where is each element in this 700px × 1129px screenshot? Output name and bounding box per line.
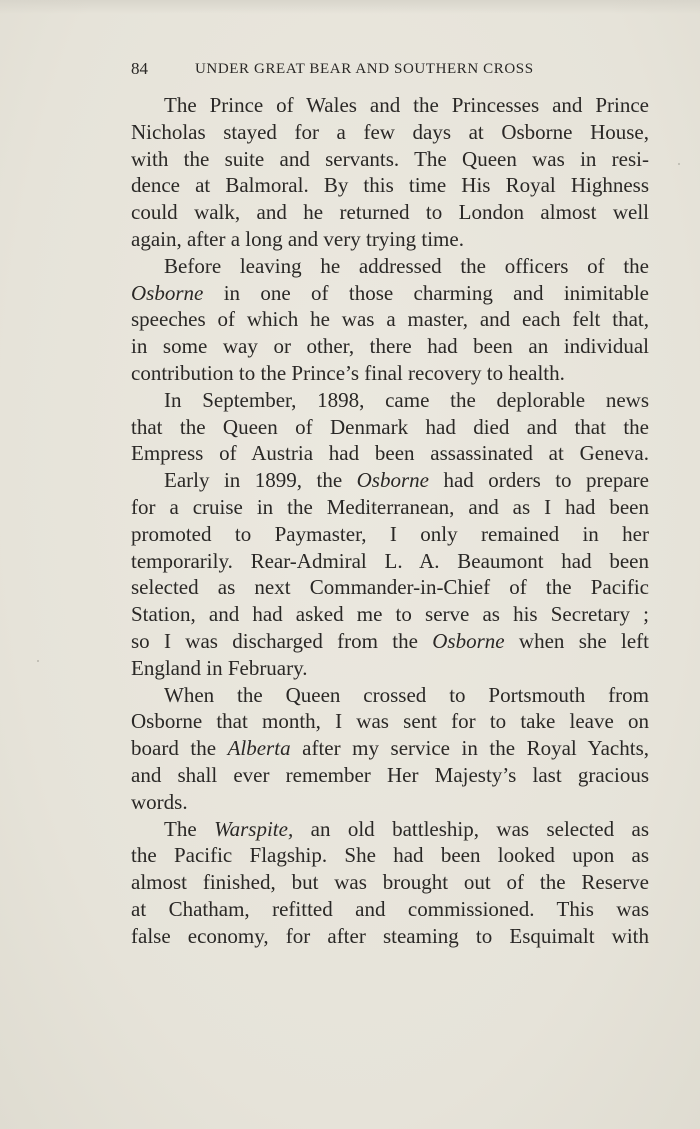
- text-line: false economy, for after steaming to Esquimalt with: [131, 923, 649, 948]
- page-number: 84: [131, 59, 148, 78]
- text-line: Empress of Austria had been assassinated at Geneva.: [131, 441, 649, 466]
- paper-speck: [37, 660, 39, 662]
- text-line: Before leaving he addressed the officers of the: [164, 253, 649, 278]
- text-line: The Prince of Wales and the Princesses and Prince: [164, 93, 649, 117]
- text-line: so I was discharged from the Osborne when she left: [131, 628, 649, 653]
- text-line: almost finished, but was brought out of the Reserve: [131, 870, 649, 895]
- text-line: with the suite and servants. The Queen was in resi-: [131, 146, 649, 171]
- text-line: the Pacific Flagship. She had been looked upon as: [131, 843, 649, 868]
- text-line: speeches of which he was a master, and each felt that,: [131, 307, 649, 332]
- text-line: in some way or other, there had been an individual: [131, 334, 649, 359]
- text-line: Station, and had asked me to serve as his Secretary ;: [131, 602, 649, 627]
- text-line: When the Queen crossed to Portsmouth from: [164, 682, 649, 707]
- text-line: board the Alberta after my service in the Royal Yachts,: [131, 736, 649, 761]
- text-line: at Chatham, refitted and commissioned. This was: [131, 896, 649, 921]
- text-line: The Warspite, an old battleship, was selected as: [164, 816, 649, 841]
- text-line: could walk, and he returned to London almost well: [131, 200, 649, 225]
- text-line: dence at Balmoral. By this time His Royal Highness: [131, 173, 649, 198]
- text-line: In September, 1898, came the deplorable news: [164, 387, 649, 412]
- text-line: again, after a long and very trying time.: [131, 226, 464, 251]
- running-title: UNDER GREAT BEAR AND SOUTHERN CROSS: [195, 61, 534, 77]
- text-line: that the Queen of Denmark had died and that the: [131, 414, 649, 439]
- text-line: contribution to the Prince’s final recovery to health.: [131, 360, 565, 385]
- running-head: [131, 56, 651, 82]
- text-line: temporarily. Rear-Admiral L. A. Beaumont had been: [131, 548, 649, 573]
- text-line: Early in 1899, the Osborne had orders to prepare: [164, 468, 649, 493]
- text-line: words.: [131, 789, 188, 814]
- paper-speck: [678, 163, 680, 165]
- text-line: Osborne in one of those charming and inimitable: [131, 280, 649, 305]
- text-line: Nicholas stayed for a few days at Osborne House,: [131, 119, 649, 144]
- text-line: Osborne that month, I was sent for to take leave on: [131, 709, 649, 734]
- text-line: for a cruise in the Mediterranean, and as I had been: [131, 494, 649, 519]
- text-line: and shall ever remember Her Majesty’s last gracious: [131, 762, 649, 787]
- body-text: [131, 92, 649, 950]
- text-line: promoted to Paymaster, I only remained in her: [131, 521, 649, 546]
- text-line: selected as next Commander-in-Chief of the Pacific: [131, 575, 649, 600]
- text-line: England in February.: [131, 655, 308, 680]
